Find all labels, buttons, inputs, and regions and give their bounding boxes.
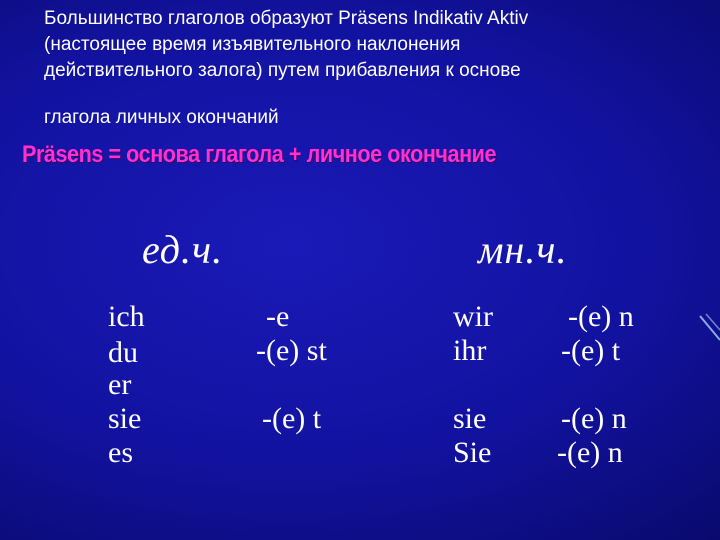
singular-pronoun-sie: sie: [108, 402, 142, 435]
plural-header: мн.ч.: [478, 227, 568, 272]
singular-ending-du: -(e) st: [256, 334, 327, 367]
plural-ending-Sie: -(e) n: [557, 436, 623, 469]
singular-pronoun-ich: ich: [108, 300, 145, 333]
singular-header: ед.ч.: [142, 227, 224, 272]
decorative-line-2: [706, 314, 720, 330]
intro-text: [44, 6, 704, 128]
plural-pronoun-ihr: ihr: [453, 334, 487, 367]
intro-line-2: (настоящее время изъявительного наклонения: [44, 34, 461, 55]
intro-line-3: действительного залога) путем прибавления к основе: [44, 60, 521, 81]
intro-line-4: глагола личных окончаний: [44, 107, 279, 128]
intro-line-1: Большинство глаголов образуют Präsens Indikativ Aktiv: [44, 8, 529, 29]
plural-pronoun-Sie: Sie: [453, 436, 492, 469]
plural-ending-ihr: -(e) t: [561, 334, 621, 367]
plural-ending-sie: -(e) n: [561, 402, 627, 435]
singular-pronoun-du: du: [108, 336, 138, 369]
singular-ending-ich: -e: [266, 300, 290, 333]
plural-pronoun-sie: sie: [453, 402, 487, 435]
decorative-lines: [696, 312, 720, 362]
singular-pronoun-es: es: [108, 436, 133, 469]
formula-heading: Präsens = основа глагола + личное окончание: [22, 141, 497, 168]
plural-pronoun-wir: wir: [453, 300, 493, 333]
singular-ending-er-sie-es: -(e) t: [262, 402, 322, 435]
plural-ending-wir: -(e) n: [568, 300, 634, 333]
singular-pronoun-er: er: [108, 368, 132, 401]
